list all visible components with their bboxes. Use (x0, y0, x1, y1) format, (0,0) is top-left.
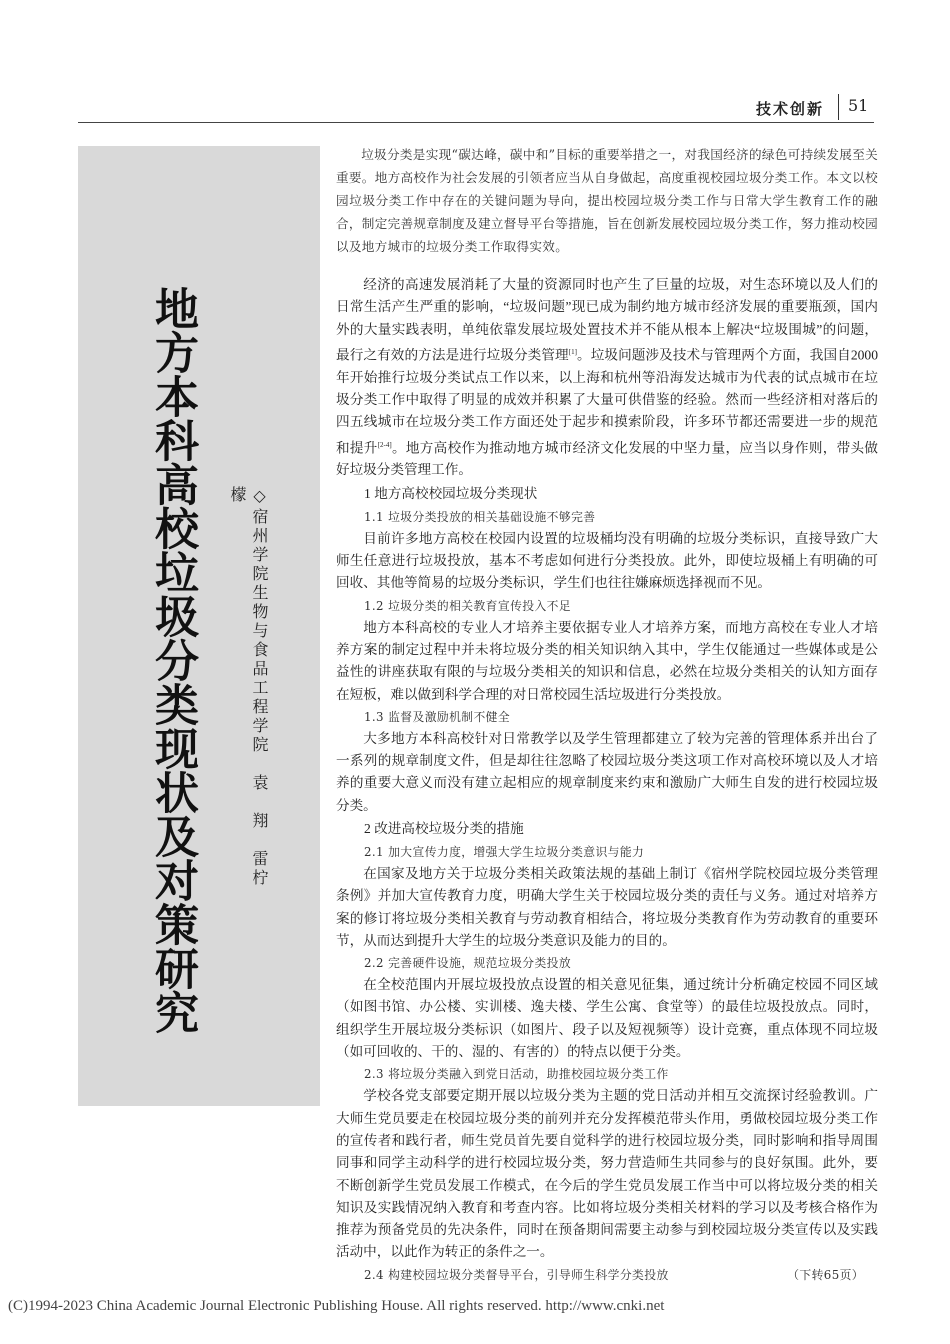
section-heading: 2 改进高校垃圾分类的措施 (364, 821, 524, 836)
continued-note: （下转65页） (787, 1267, 864, 1282)
header-rule (78, 122, 874, 123)
body-paragraph: 大多地方本科高校针对日常教学以及学生管理都建立了较为完善的管理体系并出台了一系列的规章制度文件，但是却往往忽略了校园垃圾分类这项工作对高校环境以及人才培养的重要大意义而没有建立起相应的规章制度来约束和激励广大师生自发的进行校园垃圾分类。 (336, 730, 878, 813)
subsection-heading: 2.1 加大宣传力度，增强大学生垃圾分类意识与能力 (364, 845, 645, 859)
article-body (336, 274, 878, 1286)
body-paragraph: 学校各党支部要定期开展以垃圾分类为主题的党日活动并相互交流探讨经验教训。广大师生党员要走在校园垃圾分类的前列并充分发挥模范带头作用，勇做校园垃圾分类工作的宣传者和践行者，师生党员首先要自觉科学的进行校园垃圾分类，同时影响和指导周围同事和同学主动科学的进行校园垃圾分类，努力营造师生共同参与的良好氛围。此外，要不断创新学生党员发展工作模式，在今后的学生党员发展工作当中可以将垃圾分类的相关知识及实践情况纳入教育和考查内容。比如将垃圾分类相关材料的学习以及考核合格作为推荐为预备党员的先决条件，同时在预备期间需要主动参与到校园垃圾分类宣传以及实践活动中，以此作为转正的条件之一。 (336, 1088, 878, 1260)
author-name: 袁 翔 (250, 774, 269, 831)
body-paragraph: 在全校范围内开展垃圾投放点设置的相关意见征集，通过统计分析确定校园不同区域（如图书馆、办公楼、实训楼、逸夫楼、学生公寓、食堂等）的最佳垃圾投放点。同时，组织学生开展垃圾分类标识（如图片、段子以及短视频等）设计竞赛，重点体现不同垃圾（如可回收的、干的、湿的、有害的）的特点以便于分类。 (336, 977, 878, 1060)
citation-ref: [1] (568, 347, 577, 356)
article-title: 地方本科高校垃圾分类现状及对策研究 (147, 286, 198, 1034)
subsection-heading: 1.2 垃圾分类的相关教育宣传投入不足 (364, 598, 572, 613)
body-paragraph: 在国家及地方关于垃圾分类相关政策法规的基础上制订《宿州学院校园垃圾分类管理条例》并加大宣传教育力度，明确大学生关于校园垃圾分类的责任与义务。通过对培养方案的修订将垃圾分类相关教育与劳动教育相结合，将垃圾分类教育作为劳动教育的重要环节，从而达到提升大学生的垃圾分类意识及能力的目的。 (336, 866, 878, 948)
copyright-notice: (C)1994-2023 China Academic Journal Electronic Publishing House. All rights reserved. http://www.cnki.net (8, 1298, 665, 1314)
intro-paragraph: 经济的高速发展消耗了大量的资源同时也产生了巨量的垃圾，对生态环境以及人们的日常生活产生严重的影响，“垃圾问题”现已成为制约地方城市经济发展的重要瓶颈，国内外的大量实践表明，单纯依靠发展垃圾处置技术并不能从根本上解决“垃圾围城”的问题，最行之有效的方法是进行垃圾分类管理[1]。垃圾问题涉及技术与管理两个方面，我国自2000年开始推行垃圾分类试点工作以来，以上海和杭州等沿海发达城市为代表的试点城市在垃圾分类工作中取得了明显的成效并积累了大量可供借鉴的经验。然而一些经济相对落后的四五线城市在垃圾分类工作方面还处于起步和摸索阶段，许多环节都还需要进一步的规范和提升[2-4]。地方高校作为推动地方城市经济文化发展的中坚力量，应当以身作则，带头做好垃圾分类管理工作。 (336, 277, 879, 478)
subsection-heading: 2.3 将垃圾分类融入到党日活动，助推校园垃圾分类工作 (364, 1067, 669, 1082)
section-heading: 1 地方高校校园垃圾分类现状 (364, 485, 538, 501)
subsection-heading: 2.4 构建校园垃圾分类督导平台，引导师生科学分类投放 (364, 1267, 669, 1282)
journal-section-title: 技术创新 (755, 100, 824, 118)
header-separator (838, 94, 839, 120)
citation-ref: [2-4] (377, 440, 392, 449)
abstract: 垃圾分类是实现“碳达峰，碳中和”目标的重要举措之一，对我国经济的绿色可持续发展至关重要。地方高校作为社会发展的引领者应当从自身做起，高度重视校园垃圾分类工作。本文以校园垃圾分类工作中存在的关键问题为导向，提出校园垃圾分类工作与日常大学生教育工作的融合，制定完善规章制度及建立督导平台等措施，旨在创新发展校园垃圾分类工作，努力推动校园以及地方城市的垃圾分类工作取得实效。 (336, 147, 878, 254)
subsection-heading: 1.3 监督及激励机制不健全 (364, 709, 511, 724)
page-number: 51 (848, 96, 869, 115)
author-name: 雷柠檬 (228, 486, 269, 888)
body-paragraph: 目前许多地方高校在校园内设置的垃圾桶均没有明确的垃圾分类标识，直接导致广大师生任意进行垃圾投放，基本不考虑如何进行分类投放。此外，即使垃圾桶上有明确的可回收、其他等简易的垃圾分类标识，学生们也往往嫌麻烦选择视而不见。 (336, 530, 878, 591)
subsection-heading-row (336, 1264, 878, 1286)
title-side-panel (78, 146, 320, 1106)
subsection-heading: 2.2 完善硬件设施，规范垃圾分类投放 (364, 956, 572, 971)
body-paragraph: 地方本科高校的专业人才培养主要依据专业人才培养方案，而地方高校在专业人才培养方案的制定过程中并未将垃圾分类的相关知识纳入其中，学生仅能通过一些媒体或是公益性的讲座获取有限的与垃圾分类相关的知识和信息，必然在垃圾分类相关的认知方面存在短板，难以做到科学合理的对日常校园生活垃圾进行分类投放。 (336, 619, 878, 702)
author-block (228, 486, 270, 896)
affiliation: ◇宿州学院生物与食品工程学院 (250, 486, 269, 755)
subsection-heading: 1.1 垃圾分类投放的相关基础设施不够完善 (364, 509, 596, 524)
